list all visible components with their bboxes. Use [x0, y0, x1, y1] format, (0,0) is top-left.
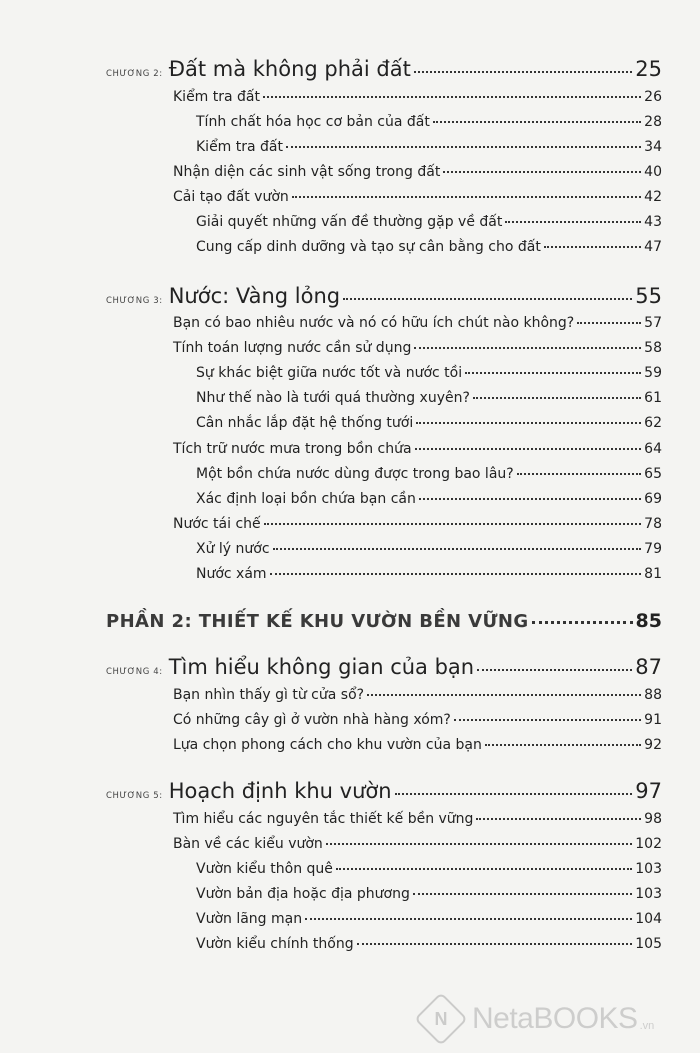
toc-entry [196, 566, 662, 582]
page-number: 55 [635, 284, 662, 308]
page-number: 40 [644, 164, 662, 180]
page-number: 28 [644, 114, 662, 130]
dot-leader [270, 573, 642, 575]
toc-chapter-4 [106, 655, 662, 679]
dot-leader [336, 868, 632, 870]
entry-title: Có những cây gì ở vườn nhà hàng xóm? [173, 712, 451, 728]
entry-title: Một bồn chứa nước dùng được trong bao lâu? [196, 466, 514, 482]
dot-leader [485, 744, 641, 746]
entry-title: Tìm hiểu các nguyên tắc thiết kế bền vững [173, 811, 474, 827]
entry-title: Kiểm tra đất [196, 139, 284, 155]
chapter-title: Hoạch định khu vườn [168, 779, 392, 803]
toc-entry [196, 214, 662, 230]
entry-title: Nhận diện các sinh vật sống trong đất [173, 164, 441, 180]
page-number: 62 [644, 415, 662, 431]
entry-title: Giải quyết những vấn đề thường gặp về đất [196, 214, 503, 230]
toc-entry [173, 164, 662, 180]
toc-entry [173, 712, 662, 728]
page-number: 65 [644, 466, 662, 482]
chapter-title: Đất mà không phải đất [168, 57, 411, 81]
chapter-title: Tìm hiểu không gian của bạn [168, 655, 475, 679]
dot-leader [263, 96, 641, 98]
toc-entry [196, 491, 662, 507]
toc-entry [173, 189, 662, 205]
toc-entry [173, 811, 662, 827]
toc-entry [196, 139, 662, 155]
page-number: 34 [644, 139, 662, 155]
entry-title: Như thế nào là tưới quá thường xuyên? [196, 390, 470, 406]
page-number: 78 [644, 516, 662, 532]
page-number: 102 [635, 836, 662, 852]
entry-title: Tích trữ nước mưa trong bồn chứa [173, 441, 412, 457]
dot-leader [414, 71, 632, 73]
page-number: 105 [635, 936, 662, 952]
watermark-text: NetaBOOKS [472, 1002, 638, 1035]
page-number: 43 [644, 214, 662, 230]
entry-title: Cải tạo đất vườn [173, 189, 289, 205]
dot-leader [476, 818, 641, 820]
page-number: 88 [644, 687, 662, 703]
toc-chapter-3 [106, 284, 662, 308]
toc-chapter-5 [106, 779, 662, 803]
watermark-suffix: .vn [639, 1020, 655, 1032]
toc-part-2 [106, 610, 662, 632]
page-number: 59 [644, 365, 662, 381]
dot-leader [273, 548, 642, 550]
page-number: 103 [635, 861, 662, 877]
toc-entry [196, 239, 662, 255]
dot-leader [292, 196, 641, 198]
toc-entry [173, 441, 662, 457]
page-number: 104 [635, 911, 662, 927]
entry-title: Cân nhắc lắp đặt hệ thống tưới [196, 415, 414, 431]
toc-entry [196, 886, 662, 902]
page-number: 103 [635, 886, 662, 902]
toc-entry [196, 466, 662, 482]
page-number: 61 [644, 390, 662, 406]
dot-leader [477, 669, 632, 671]
toc-entry [196, 390, 662, 406]
entry-title: Bàn về các kiểu vườn [173, 836, 323, 852]
entry-title: Xử lý nước [196, 541, 270, 557]
toc-entry [196, 936, 662, 952]
page-number: 25 [635, 57, 662, 81]
dot-leader [286, 146, 641, 148]
chapter-prefix: CHƯƠNG 4: [106, 667, 163, 677]
toc-entry [173, 687, 662, 703]
dot-leader [473, 397, 641, 399]
page-number: 97 [635, 779, 662, 803]
dot-leader [357, 943, 633, 945]
toc-entry [173, 340, 662, 356]
toc-entry [173, 516, 662, 532]
entry-title: Vườn kiểu thôn quê [196, 861, 333, 877]
entry-title: Vườn lãng mạn [196, 911, 303, 927]
entry-title: Sự khác biệt giữa nước tốt và nước tồi [196, 365, 463, 381]
page-number: 47 [644, 239, 662, 255]
dot-leader [433, 121, 641, 123]
toc-entry [196, 114, 662, 130]
page-number: 98 [644, 811, 662, 827]
toc-chapter-2 [106, 57, 662, 81]
page-number: 58 [644, 340, 662, 356]
page-number: 57 [644, 315, 662, 331]
toc-entry [196, 365, 662, 381]
entry-title: Kiểm tra đất [173, 89, 261, 105]
dot-leader [395, 793, 633, 795]
toc-entry [173, 836, 662, 852]
dot-leader [532, 621, 633, 624]
toc-entry [173, 737, 662, 753]
page-number: 42 [644, 189, 662, 205]
entry-title: Nước xám [196, 566, 267, 582]
page-number: 69 [644, 491, 662, 507]
toc-entry [196, 541, 662, 557]
toc-entry [196, 415, 662, 431]
entry-title: Vườn kiểu chính thống [196, 936, 354, 952]
netabooks-logo-icon: N [414, 992, 468, 1046]
dot-leader [343, 298, 632, 300]
entry-title: Lựa chọn phong cách cho khu vườn của bạn [173, 737, 482, 753]
dot-leader [413, 893, 632, 895]
dot-leader [264, 523, 642, 525]
dot-leader [414, 347, 641, 349]
toc-entry [173, 89, 662, 105]
page-number: 91 [644, 712, 662, 728]
page-number: 26 [644, 89, 662, 105]
chapter-title: Nước: Vàng lỏng [168, 284, 341, 308]
dot-leader [419, 498, 641, 500]
entry-title: Bạn nhìn thấy gì từ cửa sổ? [173, 687, 365, 703]
dot-leader [454, 719, 641, 721]
entry-title: Tính toán lượng nước cần sử dụng [173, 340, 412, 356]
dot-leader [443, 171, 641, 173]
entry-title: Nước tái chế [173, 516, 261, 532]
dot-leader [367, 694, 641, 696]
toc-entry [173, 315, 662, 331]
dot-leader [577, 322, 641, 324]
toc-entry [196, 861, 662, 877]
dot-leader [465, 372, 641, 374]
entry-title: Tính chất hóa học cơ bản của đất [196, 114, 430, 130]
page-number: 92 [644, 737, 662, 753]
dot-leader [416, 422, 641, 424]
dot-leader [326, 843, 632, 845]
page-number: 64 [644, 441, 662, 457]
entry-title: Bạn có bao nhiêu nước và nó có hữu ích chút nào không? [173, 315, 575, 331]
dot-leader [505, 221, 641, 223]
dot-leader [517, 473, 641, 475]
entry-title: Xác định loại bồn chứa bạn cần [196, 491, 416, 507]
netabooks-watermark [422, 1000, 654, 1038]
page-number: 79 [644, 541, 662, 557]
page-number: 81 [644, 566, 662, 582]
chapter-prefix: CHƯƠNG 2: [106, 69, 163, 79]
chapter-prefix: CHƯƠNG 5: [106, 791, 163, 801]
chapter-prefix: CHƯƠNG 3: [106, 296, 163, 306]
dot-leader [305, 918, 632, 920]
toc-entry [196, 911, 662, 927]
entry-title: Vườn bản địa hoặc địa phương [196, 886, 410, 902]
part-title: PHẦN 2: THIẾT KẾ KHU VƯỜN BỀN VỮNG [106, 611, 529, 632]
dot-leader [415, 448, 642, 450]
entry-title: Cung cấp dinh dưỡng và tạo sự cân bằng cho đất [196, 239, 541, 255]
page-number: 87 [635, 655, 662, 679]
page-number: 85 [635, 610, 662, 632]
dot-leader [544, 246, 641, 248]
